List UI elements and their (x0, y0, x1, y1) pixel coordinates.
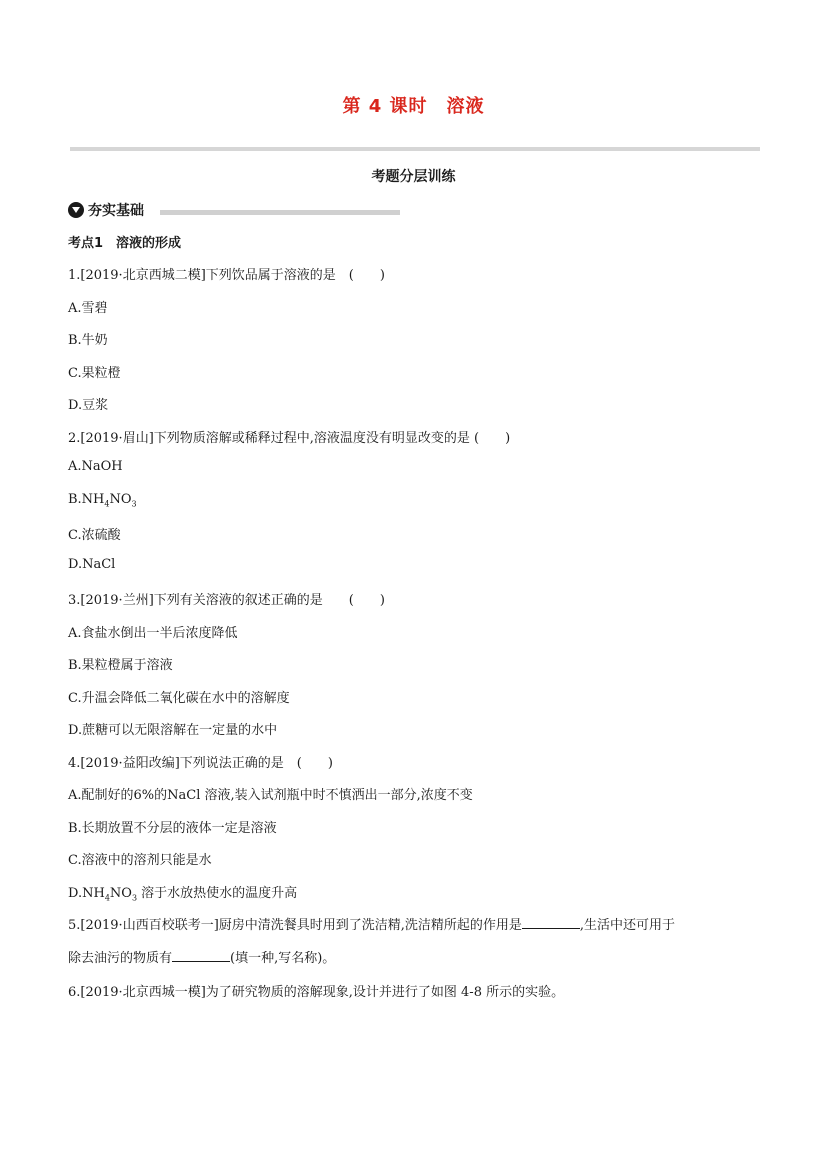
question-4-option-c: C.溶液中的溶剂只能是水 (68, 853, 212, 868)
question-5-line-1: 5.[2019·山西百校联考一]厨房中清洗餐具时用到了洗洁精,洗洁精所起的作用是 ,生活中还可用于 (68, 918, 676, 933)
question-2-option-a: A.NaOH (68, 459, 123, 474)
triangle-down-icon (68, 202, 84, 218)
question-1-stem: 1.[2019·北京西城二模]下列饮品属于溶液的是 ( ) (68, 268, 385, 283)
section-subtitle: 考题分层训练 (371, 169, 456, 185)
question-6-stem: 6.[2019·北京西城一模]为了研究物质的溶解现象,设计并进行了如图 4-8 所示的实验。 (68, 985, 565, 1000)
question-1-option-a: A.雪碧 (68, 301, 108, 316)
question-3-option-c: C.升温会降低二氧化碳在水中的溶解度 (68, 691, 290, 706)
question-4-stem: 4.[2019·益阳改编]下列说法正确的是 ( ) (68, 756, 333, 771)
question-5-line-2: 除去油污的物质有 (填一种,写名称)。 (68, 951, 336, 966)
question-4-option-a: A.配制好的6%的NaCl 溶液,装入试剂瓶中时不慎洒出一部分,浓度不变 (68, 788, 473, 803)
question-3-option-b: B.果粒橙属于溶液 (68, 658, 173, 673)
question-1-option-c: C.果粒橙 (68, 366, 121, 381)
answer-blank[interactable] (522, 916, 580, 929)
question-2-stem: 2.[2019·眉山]下列物质溶解或稀释过程中,溶液温度没有明显改变的是 ( ) (68, 431, 511, 446)
section-header (68, 200, 144, 220)
question-3-option-d: D.蔗糖可以无限溶解在一定量的水中 (68, 723, 278, 738)
question-3-option-a: A.食盐水倒出一半后浓度降低 (68, 626, 238, 641)
question-4-option-b: B.长期放置不分层的液体一定是溶液 (68, 821, 277, 836)
title-divider (70, 147, 760, 151)
answer-blank[interactable] (172, 949, 230, 962)
topic-heading: 考点1 溶液的形成 (68, 236, 182, 251)
question-1-option-d: D.豆浆 (68, 398, 109, 413)
page-title: 第 4 课时 溶液 (342, 96, 485, 117)
section-label: 夯实基础 (88, 203, 144, 219)
question-3-stem: 3.[2019·兰州]下列有关溶液的叙述正确的是 ( ) (68, 593, 385, 608)
section-bar (160, 210, 400, 215)
question-2-option-d: D.NaCl (68, 557, 116, 572)
question-2-option-b: $B.NH_4NO_3$ (68, 492, 137, 509)
question-2-option-c: C.浓硫酸 (68, 528, 121, 543)
question-1-option-b: B.牛奶 (68, 333, 108, 348)
question-4-option-d: $D.NH_4NO_3$ 溶于水放热使水的温度升高 (68, 886, 298, 903)
